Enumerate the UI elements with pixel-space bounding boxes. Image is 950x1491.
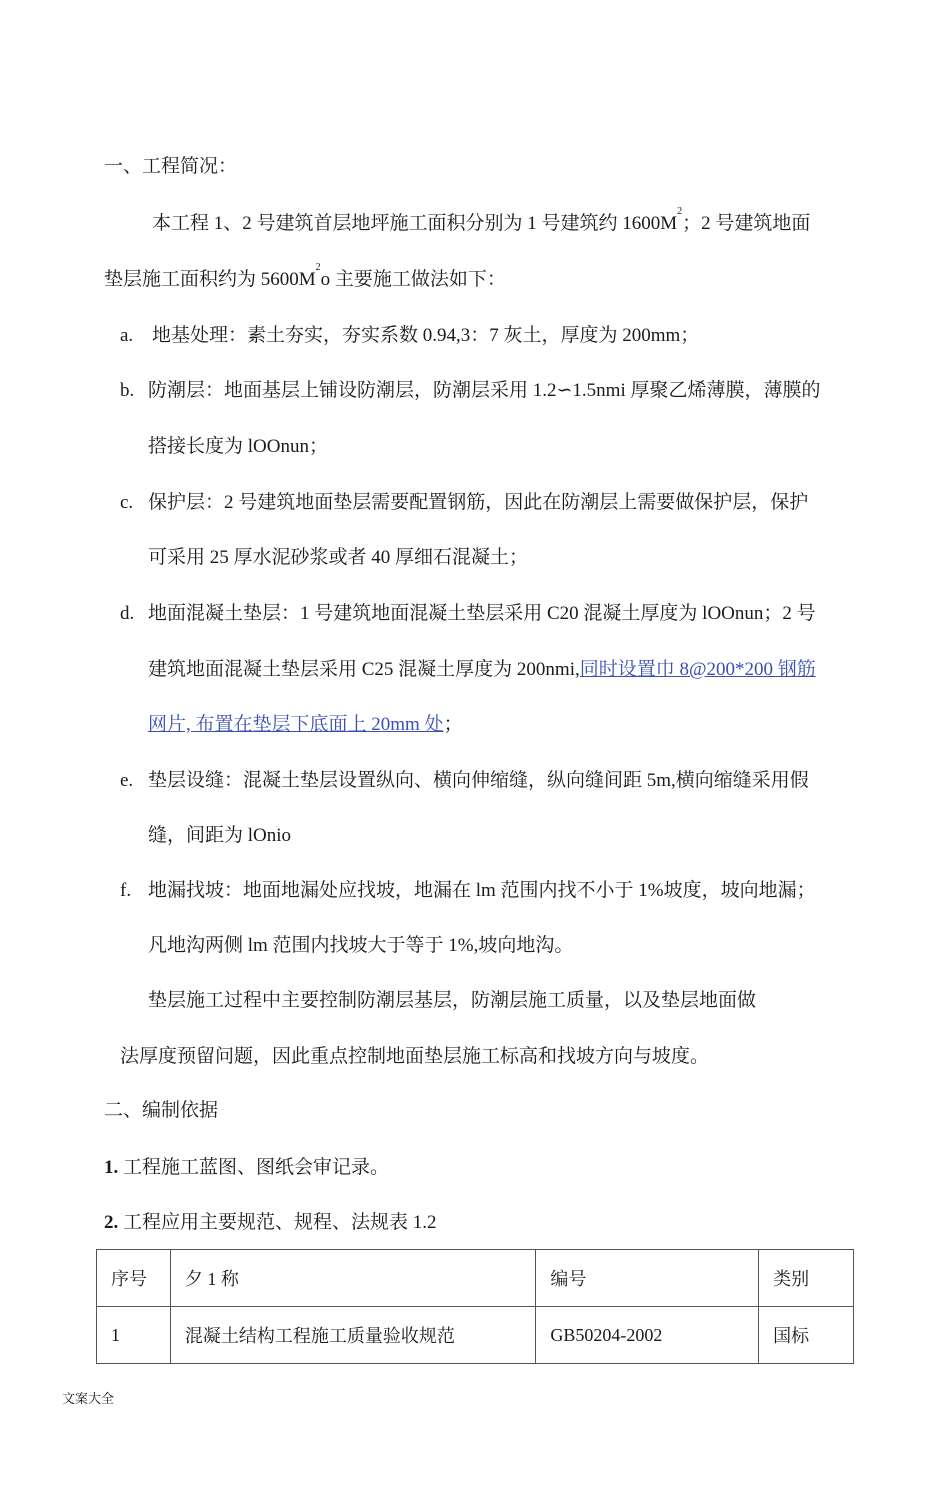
table-header-cell: 序号 xyxy=(97,1250,171,1307)
list-item-d-cont2: 网片, 布置在垫层下底面上 20mm 处； xyxy=(148,714,463,735)
table-cell: GB50204-2002 xyxy=(536,1307,759,1364)
list-item-d-cont: 建筑地面混凝土垫层采用 C25 混凝土厚度为 200nmi,同时设置巾 8@200*200 钢筋 xyxy=(148,659,816,680)
table-cell: 国标 xyxy=(759,1307,854,1364)
summary-line-2: 法厚度预留问题，因此重点控制地面垫层施工标高和找坡方向与坡度。 xyxy=(120,1046,710,1067)
table-header-cell: 夕 1 称 xyxy=(170,1250,535,1307)
list-item-c: c. 保护层：2 号建筑地面垫层需要配置钢筋，因此在防潮层上需要做保护层，保护 xyxy=(120,492,809,513)
list-item-f: f. 地漏找坡：地面地漏处应找坡，地漏在 lm 范围内找不小于 1%坡度，坡向地漏； xyxy=(120,880,816,901)
basis-item-1: 1. 工程施工蓝图、图纸会审记录。 xyxy=(104,1157,390,1178)
rebar-link[interactable]: 同时设置巾 8@200*200 钢筋 xyxy=(579,659,816,680)
list-item-b: b. 防潮层：地面基层上铺设防潮层，防潮层采用 1.2∽1.5nmi 厚聚乙烯薄膜，薄膜的 xyxy=(120,380,821,401)
list-item-e-cont: 缝，间距为 lOnio xyxy=(148,825,292,846)
list-item-c-cont: 可采用 25 厚水泥砂浆或者 40 厚细石混凝土； xyxy=(148,547,529,568)
list-item-d: d. 地面混凝土垫层：1 号建筑地面混凝土垫层采用 C20 混凝土厚度为 lOOnun；2 号 xyxy=(120,603,816,624)
section-1-heading: 一、工程简况： xyxy=(104,155,238,177)
rebar-link-cont[interactable]: 网片, 布置在垫层下底面上 20mm 处 xyxy=(148,714,444,735)
page-footer: 文案大全 xyxy=(62,1392,115,1407)
table-header-row xyxy=(97,1250,854,1307)
list-item-a: a. 地基处理：素土夯实，夯实系数 0.94,3：7 灰土，厚度为 200mm； xyxy=(120,325,700,346)
list-item-b-cont: 搭接长度为 lOOnun； xyxy=(148,436,328,457)
list-item-e: e. 垫层设缝：混凝土垫层设置纵向、横向伸缩缝，纵向缝间距 5m,横向缩缝采用假 xyxy=(120,770,809,791)
intro-line-2: 垫层施工面积约为 $5600M^2o$ 主要施工做法如下： xyxy=(104,262,506,290)
table-cell: 1 xyxy=(97,1307,171,1364)
list-item-f-cont: 凡地沟两侧 lm 范围内找坡大于等于 1%,坡向地沟。 xyxy=(148,935,574,956)
standards-table xyxy=(96,1249,854,1364)
table-header-cell: 编号 xyxy=(536,1250,759,1307)
intro-line-1: 本工程 1、2 号建筑首层地坪施工面积分别为 1 号建筑约 $1600M^2$；2 号建筑地面 xyxy=(152,206,811,234)
table-cell: 混凝土结构工程施工质量验收规范 xyxy=(170,1307,535,1364)
summary-line-1: 垫层施工过程中主要控制防潮层基层，防潮层施工质量，以及垫层地面做 xyxy=(148,990,757,1011)
section-2-heading: 二、编制依据 xyxy=(104,1099,219,1121)
table-header-cell: 类别 xyxy=(759,1250,854,1307)
table-row xyxy=(97,1307,854,1364)
basis-item-2: 2. 工程应用主要规范、规程、法规表 1.2 xyxy=(104,1212,437,1233)
